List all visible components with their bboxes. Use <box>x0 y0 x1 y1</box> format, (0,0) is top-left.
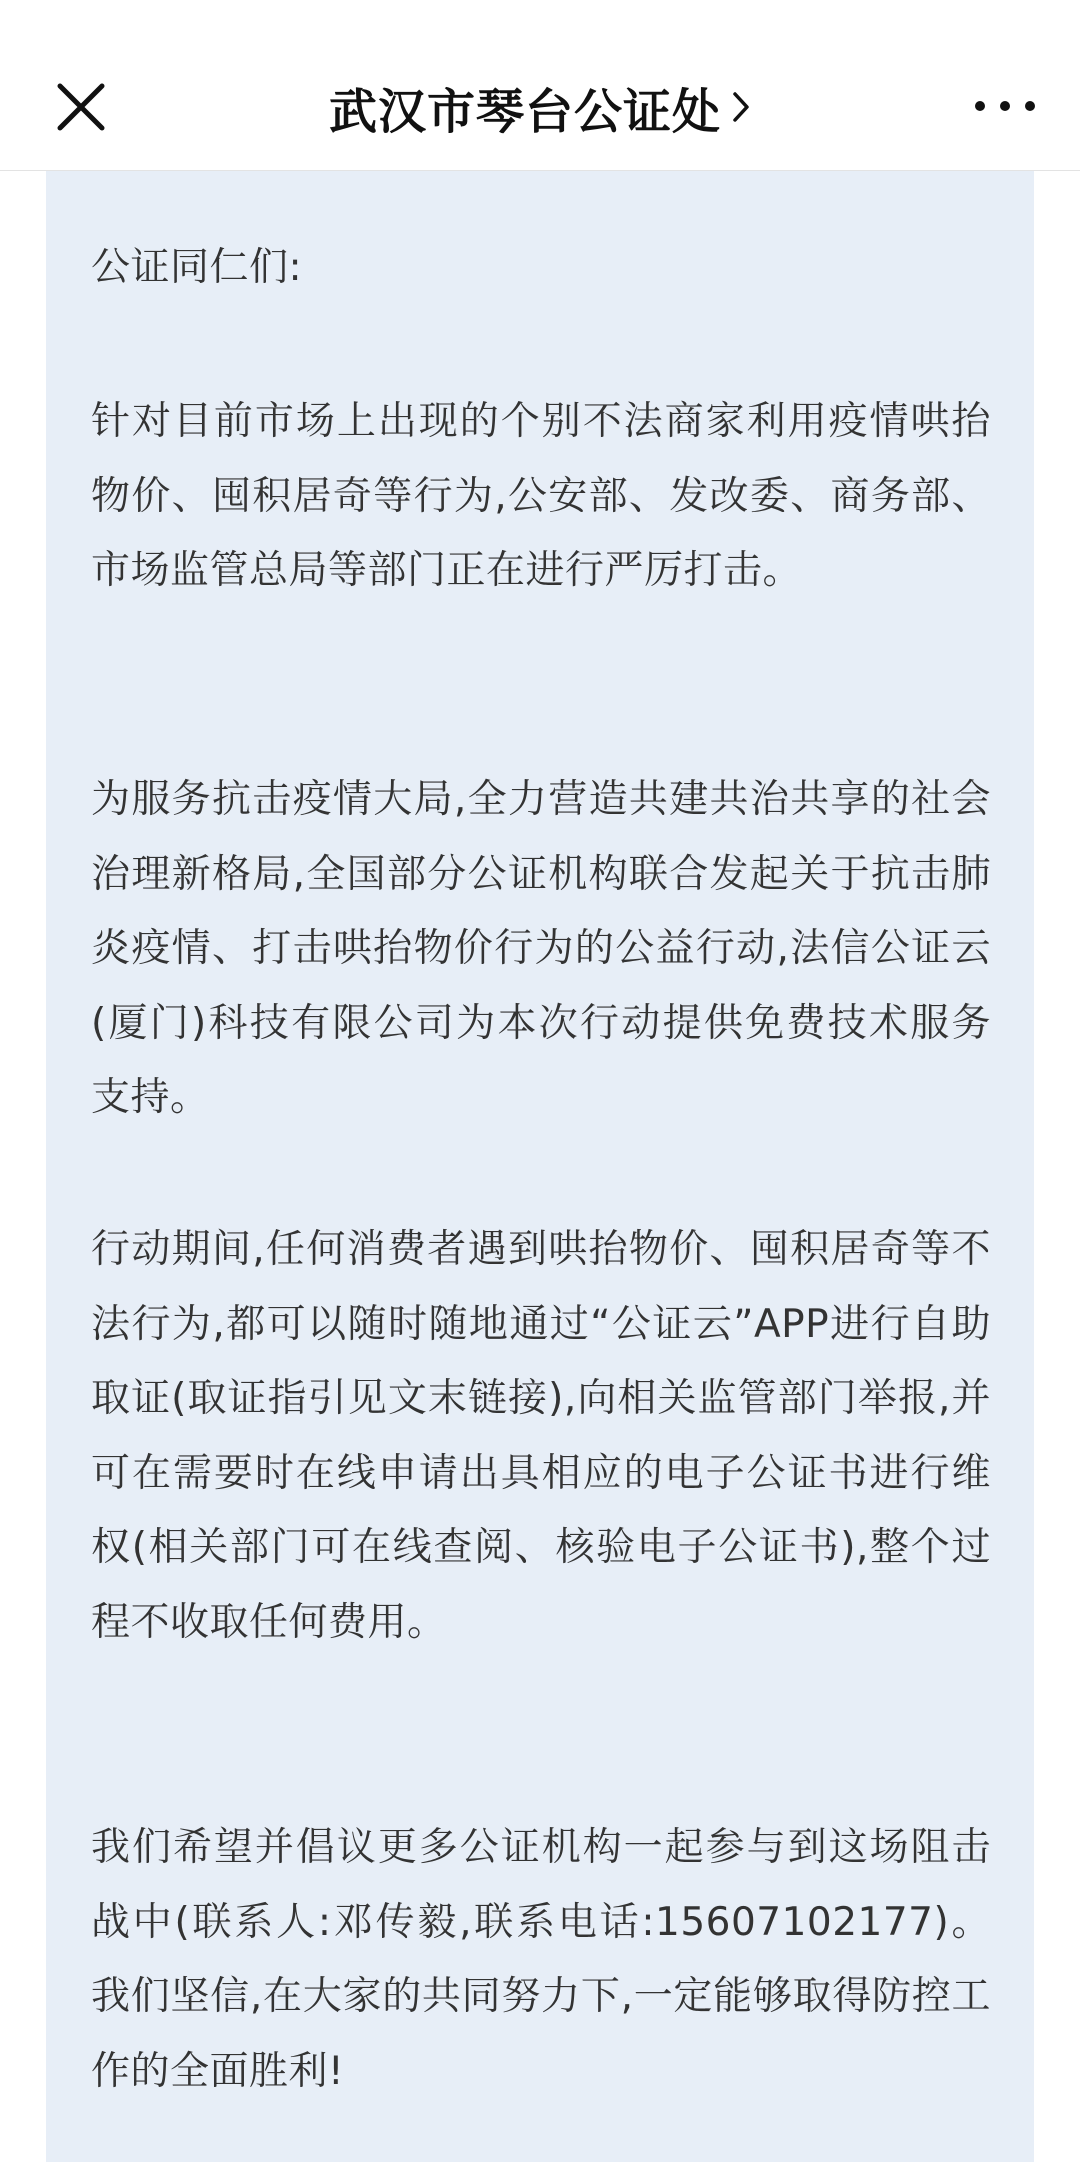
chevron-right-icon <box>731 90 751 124</box>
article-content <box>46 171 1034 2162</box>
article-paragraph: 为服务抗击疫情大局,全力营造共建共治共享的社会治理新格局,全国部分公证机构联合发起关于抗击肺炎疫情、打击哄抬物价行为的公益行动,法信公证云(厦门)科技有限公司为本次行动提供免费技术服务支持。 <box>91 777 991 1120</box>
article-paragraph: 针对目前市场上出现的个别不法商家利用疫情哄抬物价、囤积居奇等行为,公安部、发改委、商务部、市场监管总局等部门正在进行严厉打击。 <box>91 399 991 593</box>
article-paragraph: 我们希望并倡议更多公证机构一起参与到这场阻击战中(联系人:邓传毅,联系电话:15607102177)。我们坚信,在大家的共同努力下,一定能够取得防控工作的全面胜利! <box>91 1825 991 2094</box>
account-title-link[interactable] <box>150 72 930 142</box>
article-paragraph: 行动期间,任何消费者遇到哄抬物价、囤积居奇等不法行为,都可以随时随地通过“公证云”APP进行自助取证(取证指引见文末链接),向相关监管部门举报,并可在需要时在线申请出具相应的电子公证书进行维权(相关部门可在线查阅、核验电子公证书),整个过程不收取任何费用。 <box>91 1227 991 1645</box>
more-horizontal-icon[interactable] <box>970 84 1040 128</box>
close-icon[interactable] <box>48 78 114 136</box>
article-greeting: 公证同仁们: <box>91 245 303 290</box>
navigation-bar <box>0 0 1080 171</box>
page-title: 武汉市琴台公证处 <box>328 83 721 140</box>
